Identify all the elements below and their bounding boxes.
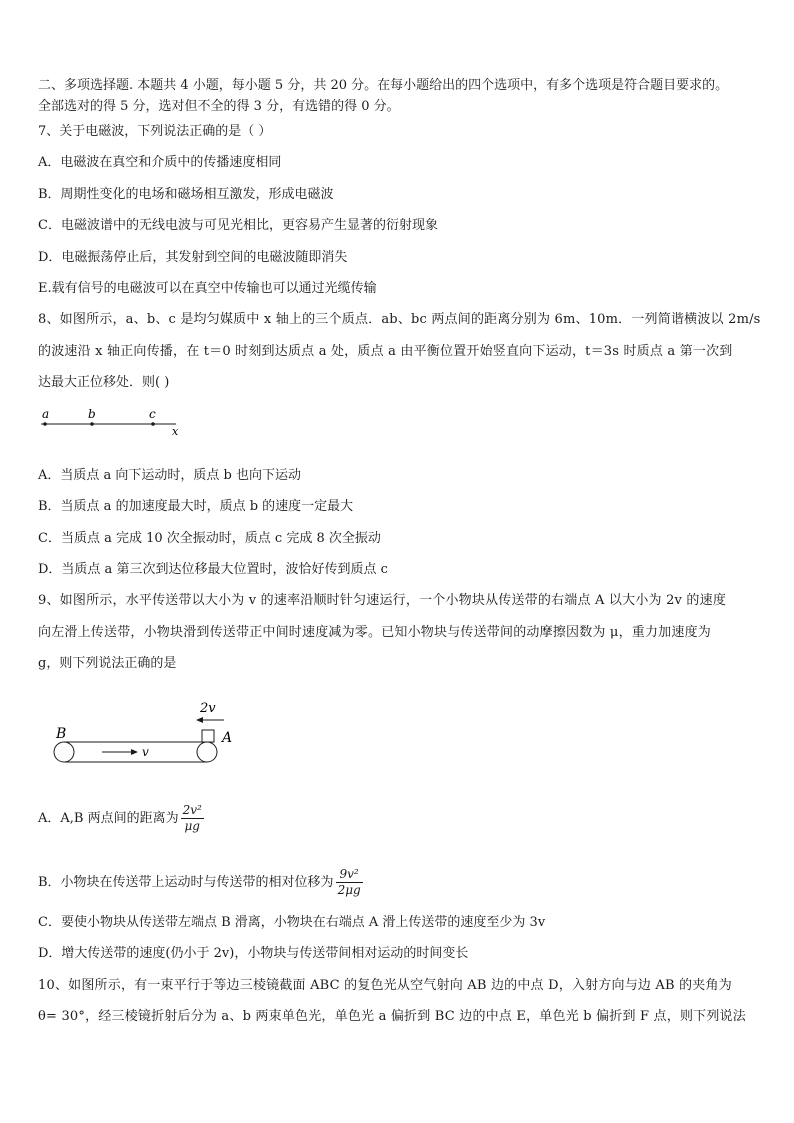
q9-stem-line3: g，则下列说法正确的是 xyxy=(38,656,177,671)
fraction-denominator: 2μg xyxy=(337,883,361,897)
q9-option-c: C．要使小物块从传送带左端点 B 滑离，小物块在右端点 A 滑上传送带的速度至少为 3v xyxy=(38,915,546,930)
q9-option-b xyxy=(38,867,363,898)
right-arrow-icon xyxy=(131,749,138,755)
fraction-denominator: μg xyxy=(184,819,200,833)
q7-stem: 7、关于电磁波，下列说法正确的是（ ） xyxy=(38,124,272,139)
point-a xyxy=(43,422,47,426)
label-2v: 2v xyxy=(200,701,216,716)
q8-stem-line3: 达最大正位移处．则( ) xyxy=(38,375,170,390)
left-pulley-icon xyxy=(54,742,74,762)
section-header-line2: 全部选对的得 5 分，选对但不全的得 3 分，有选错的得 0 分。 xyxy=(38,99,400,114)
q9-stem-line1: 9、如图所示，水平传送带以大小为 v 的速率沿顺时针匀速运行，一个小物块从传送带的右端点 A 以大小为 2v 的速度 xyxy=(38,593,727,608)
q9-stem-line2: 向左滑上传送带，小物块滑到传送带正中间时速度减为零。已知小物块与传送带间的动摩擦因数为 μ，重力加速度为 xyxy=(38,625,711,640)
q9-option-d: D．增大传送带的速度(仍小于 2v)，小物块与传送带间相对运动的时间变长 xyxy=(38,946,469,961)
q9-option-a-text: A．A,B 两点间的距离为 xyxy=(38,811,179,826)
q9-option-b-text: B．小物块在传送带上运动时与传送带的相对位移为 xyxy=(38,875,334,890)
left-arrow-icon xyxy=(196,717,203,723)
q8-stem-line1: 8、如图所示，a、b、c 是均匀媒质中 x 轴上的三个质点．ab、bc 两点间的距离分别为 6m、10m．一列简谐横波以 2m/s xyxy=(38,312,761,327)
label-A: A xyxy=(222,730,233,746)
label-B: B xyxy=(56,726,67,742)
q8-axis-figure xyxy=(36,404,186,438)
q7-option-e: E.载有信号的电磁波可以在真空中传输也可以通过光缆传输 xyxy=(38,281,377,296)
q8-stem-line2: 的波速沿 x 轴正向传播，在 t＝0 时刻到达质点 a 处，质点 a 由平衡位置开始竖直向下运动，t＝3s 时质点 a 第一次到 xyxy=(38,344,733,359)
q10-stem-line1: 10、如图所示，有一束平行于等边三棱镜截面 ABC 的复色光从空气射向 AB 边的中点 D，入射方向与边 AB 的夹角为 xyxy=(38,978,732,993)
q9-option-a-fraction xyxy=(181,803,204,834)
q9-option-b-fraction xyxy=(336,867,363,898)
fraction-numerator: 9v² xyxy=(336,867,363,883)
label-v: v xyxy=(142,745,149,759)
q9-conveyor-figure xyxy=(50,698,250,770)
point-c xyxy=(151,422,155,426)
q7-option-a: A．电磁波在真空和介质中的传播速度相同 xyxy=(38,155,282,170)
q9-option-a xyxy=(38,803,204,834)
point-b xyxy=(90,422,94,426)
q8-option-c: C．当质点 a 完成 10 次全振动时，质点 c 完成 8 次全振动 xyxy=(38,531,381,546)
q7-option-b: B．周期性变化的电场和磁场相互激发，形成电磁波 xyxy=(38,187,334,202)
label-x-axis: x xyxy=(172,425,179,438)
label-a: a xyxy=(42,407,50,421)
q8-option-d: D．当质点 a 第三次到达位移最大位置时，波恰好传到质点 c xyxy=(38,562,388,577)
q7-option-d: D．电磁振荡停止后，其发射到空间的电磁波随即消失 xyxy=(38,250,348,265)
section-header-line1: 二、多项选择题. 本题共 4 小题，每小题 5 分，共 20 分。在每小题给出的四个选项中，有多个选项是符合题目要求的。 xyxy=(38,78,729,93)
block-icon xyxy=(202,730,214,742)
right-pulley-icon xyxy=(197,742,217,762)
label-b: b xyxy=(88,407,96,421)
q8-option-a: A．当质点 a 向下运动时，质点 b 也向下运动 xyxy=(38,468,301,483)
q8-option-b: B．当质点 a 的加速度最大时，质点 b 的速度一定最大 xyxy=(38,499,354,514)
label-c: c xyxy=(149,407,156,421)
q7-option-c: C．电磁波谱中的无线电波与可见光相比，更容易产生显著的衍射现象 xyxy=(38,218,438,233)
q10-stem-line2: θ= 30°，经三棱镜折射后分为 a、b 两束单色光，单色光 a 偏折到 BC 边的中点 E，单色光 b 偏折到 F 点，则下列说法 xyxy=(38,1009,746,1024)
fraction-numerator: 2v² xyxy=(182,803,202,817)
